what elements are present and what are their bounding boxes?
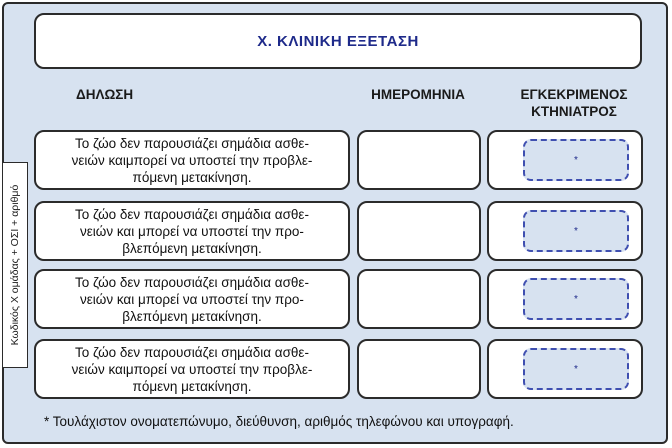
- declaration-cell: [34, 339, 350, 399]
- declaration-line: πόμενη μετακίνηση.: [132, 378, 252, 394]
- side-code-label: [2, 162, 28, 368]
- declaration-line: βλεπόμενη μετακίνηση.: [122, 240, 262, 256]
- signature-field[interactable]: [523, 278, 629, 320]
- vet-header-line2: ΚΤΗΝΙΑΤΡΟΣ: [531, 104, 617, 119]
- declaration-header: ΔΗΛΩΣΗ: [76, 87, 134, 102]
- signature-asterisk: *: [574, 225, 578, 237]
- declaration-line: Το ζώο δεν παρουσιάζει σημάδια ασθε-: [75, 344, 309, 360]
- exam-row: [0, 339, 672, 399]
- declaration-line: πόμενη μετακίνηση.: [132, 169, 252, 185]
- signature-field[interactable]: [523, 348, 629, 390]
- declaration-line: Το ζώο δεν παρουσιάζει σημάδια ασθε-: [75, 135, 309, 151]
- section-title-text: Χ. ΚΛΙΝΙΚΗ ΕΞΕΤΑΣΗ: [257, 32, 419, 50]
- exam-row: [0, 269, 672, 329]
- declaration-line: Το ζώο δεν παρουσιάζει σημάδια ασθε-: [75, 274, 309, 290]
- vet-cell: [487, 269, 643, 329]
- declaration-line: νειών και μπορεί να υποστεί την προ-: [80, 223, 304, 239]
- exam-row: [0, 201, 672, 261]
- declaration-line: βλεπόμενη μετακίνηση.: [122, 308, 262, 324]
- signature-asterisk: *: [574, 293, 578, 305]
- side-code-text: Κωδικός Χ ομάδας + ΟΣΙ + αριθμό: [9, 184, 21, 346]
- vet-header: [494, 86, 654, 120]
- declaration-line: νειών καιμπορεί να υποστεί την προβλε-: [71, 361, 313, 377]
- declaration-cell: [34, 269, 350, 329]
- exam-row: [0, 130, 672, 190]
- signature-asterisk: *: [574, 154, 578, 166]
- vet-cell: [487, 201, 643, 261]
- signature-asterisk: *: [574, 363, 578, 375]
- declaration-line: Το ζώο δεν παρουσιάζει σημάδια ασθε-: [75, 206, 309, 222]
- vet-header-line1: ΕΓΚΕΚΡΙΜΕΝΟΣ: [520, 87, 628, 102]
- declaration-line: νειών καιμπορεί να υποστεί την προβλε-: [71, 152, 313, 168]
- declaration-cell: [34, 130, 350, 190]
- vet-cell: [487, 339, 643, 399]
- date-field[interactable]: [357, 339, 481, 399]
- signature-field[interactable]: [523, 210, 629, 252]
- date-field[interactable]: [357, 269, 481, 329]
- signature-field[interactable]: [523, 139, 629, 181]
- vet-cell: [487, 130, 643, 190]
- declaration-cell: [34, 201, 350, 261]
- footnote: * Τουλάχιστον ονοματεπώνυμο, διεύθυνση, αριθμός τηλεφώνου και υπογραφή.: [44, 414, 514, 429]
- section-title: [34, 13, 642, 69]
- date-field[interactable]: [357, 201, 481, 261]
- date-header: ΗΜΕΡΟΜΗΝΙΑ: [371, 87, 465, 102]
- declaration-line: νειών και μπορεί να υποστεί την προ-: [80, 291, 304, 307]
- date-field[interactable]: [357, 130, 481, 190]
